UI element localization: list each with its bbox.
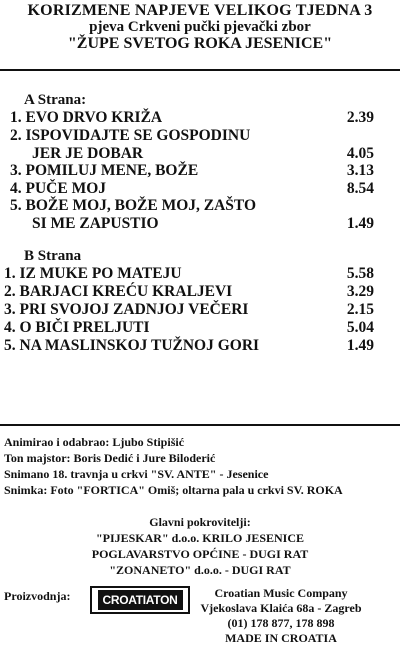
sponsor-line: "PIJESKAR" d.o.o. KRILO JESENICE — [95, 531, 305, 545]
track-time: 5.04 — [346, 319, 374, 336]
side-b-title: B Strana — [24, 248, 82, 264]
choir-name: "ŽUPE SVETOG ROKA JESENICE" — [67, 35, 333, 52]
track-title: 3. POMILUJ MENE, BOŽE — [10, 162, 199, 179]
track-title: 4. PUČE MOJ — [10, 180, 107, 197]
track-time: 4.05 — [346, 145, 374, 162]
track-time: 5.58 — [346, 265, 374, 282]
track-time: 3.13 — [346, 162, 374, 179]
company-address: Vjekoslava Klaića 68a - Zagreb — [200, 601, 362, 615]
track-title: 1. EVO DRVO KRIŽA — [10, 109, 163, 126]
credit-line: Animirao i odabrao: Ljubo Stipišić — [4, 435, 185, 449]
track-title: 1. IZ MUKE PO MATEJU — [4, 265, 182, 282]
croatiaton-logo — [90, 586, 190, 614]
track-title: 5. NA MASLINSKOJ TUŽNOJ GORI — [4, 337, 260, 354]
made-in: MADE IN CROATIA — [225, 631, 337, 645]
track-time: 2.39 — [346, 109, 374, 126]
track-time: 1.49 — [346, 215, 374, 232]
header-divider — [0, 69, 400, 71]
production-label: Proizvodnja: — [4, 589, 71, 603]
company-phone: (01) 178 877, 178 898 — [227, 616, 335, 630]
track-title: 5. BOŽE MOJ, BOŽE MOJ, ZAŠTO — [10, 197, 257, 214]
credits — [4, 434, 343, 498]
company-info — [196, 586, 366, 646]
sponsors — [0, 514, 400, 578]
track-time: 2.15 — [346, 301, 374, 318]
side-a-title: A Strana: — [24, 92, 87, 108]
track-title-cont: SI ME ZAPUSTIO — [32, 215, 159, 232]
album-title: KORIZMENE NAPJEVE VELIKOG TJEDNA 3 — [27, 2, 373, 19]
track-title: 4. O BIČI PRELJUTI — [4, 319, 150, 336]
track-title: 2. BARJACI KREĆU KRALJEVI — [4, 283, 233, 300]
track-time: 8.54 — [346, 180, 374, 197]
track-title: 2. ISPOVIDAJTE SE GOSPODINU — [10, 127, 251, 144]
album-subtitle: pjeva Crkveni pučki pjevački zbor — [89, 19, 311, 35]
track-time: 1.49 — [346, 337, 374, 354]
credit-line: Ton majstor: Boris Dedić i Jure Biloderić — [4, 451, 216, 465]
track-title-cont: JER JE DOBAR — [32, 145, 144, 162]
header — [0, 2, 400, 53]
sponsor-line: POGLAVARSTVO OPĆINE - DUGI RAT — [91, 547, 309, 561]
sponsor-line: "ZONANETO" d.o.o. - DUGI RAT — [109, 563, 291, 577]
sponsors-title: Glavni pokrovitelji: — [149, 515, 251, 529]
company-name: Croatian Music Company — [214, 586, 348, 600]
credits-divider — [0, 424, 400, 426]
credit-line: Snimka: Foto "FORTICA" Omiš; oltarna pala u crkvi SV. ROKA — [4, 483, 343, 497]
track-time: 3.29 — [346, 283, 374, 300]
track-title: 3. PRI SVOJOJ ZADNJOJ VEČERI — [4, 301, 249, 318]
logo-text: CROATIATON — [98, 590, 183, 610]
credit-line: Snimano 18. travnja u crkvi "SV. ANTE" - Jesenice — [4, 467, 269, 481]
